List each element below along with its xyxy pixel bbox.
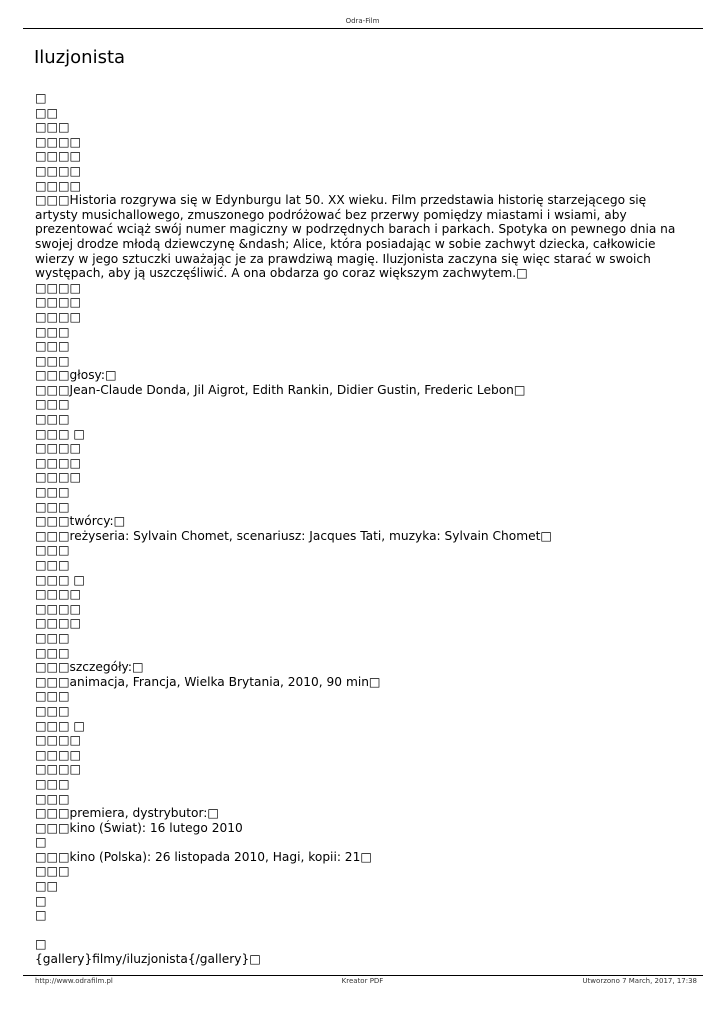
content-line: □□□ (35, 630, 70, 645)
content-line: □ (35, 893, 47, 908)
content-line: □□□□ (35, 309, 82, 324)
content-line: □□□□ (35, 163, 82, 178)
content-line: □ (35, 908, 47, 923)
footer-divider (23, 975, 703, 976)
article-body (35, 91, 685, 967)
footer-created-date: Utworzono 7 March, 2017, 17:38 (582, 977, 697, 985)
content-line: □□□ (35, 339, 70, 354)
content-line: □□ (35, 105, 59, 120)
content-line: □□□ (35, 120, 70, 135)
content-line: {gallery}filmy/iluzjonista{/gallery}□ (35, 952, 261, 967)
content-line: □□□Historia rozgrywa się w Edynburgu lat 50. XX wieku. Film przedstawia historię starzejącego się artysty musichallowego, zmuszonego podróżować bez przerwy pomiędzy miastami i wsiami, aby prezentować wciąż swój numer magiczny w podrzędnych barach i parkach. Spotyka on pewnego dnia na swojej drodze młodą dziewczynę &ndash; Alice, która posiadając w sobie zachwyt dziecka, całkowicie wierzy w jego sztuczki uważając je za prawdziwą magię. Iluzjonista zaczyna się więc starać w swoich występach, aby ją uszczęśliwić. A ona obdarza go coraz większym zachwytem.□ (35, 193, 676, 281)
content-line: □□□szczegóły:□ (35, 660, 144, 675)
content-line: □□□twórcy:□ (35, 514, 126, 529)
content-line: □□□□ (35, 280, 82, 295)
content-line: □□□ (35, 543, 70, 558)
content-line: □□□ (35, 703, 70, 718)
content-line: □□□□ (35, 149, 82, 164)
footer-generator: Kreator PDF (341, 977, 384, 985)
content-line: □□□premiera, dystrybutor:□ (35, 806, 219, 821)
content-line: □□□□ (35, 134, 82, 149)
content-line: □□□□ (35, 587, 82, 602)
content-line: □□□ (35, 645, 70, 660)
content-line: □□□ (35, 776, 70, 791)
content-line: □□□ (35, 412, 70, 427)
content-line: □□□□ (35, 762, 82, 777)
header-divider (23, 28, 703, 29)
content-line: □□□ □ (35, 572, 85, 587)
content-line: □□□□ (35, 455, 82, 470)
site-name: Odra-Film (345, 17, 380, 25)
content-line: □□□□ (35, 295, 82, 310)
content-line: □□□ (35, 499, 70, 514)
content-line: □ (35, 937, 47, 952)
content-line: □□□kino (Polska): 26 listopada 2010, Hagi, kopii: 21□ (35, 849, 372, 864)
blank-line (35, 923, 685, 938)
content-line: □□□□ (35, 470, 82, 485)
content-line: □□□ (35, 353, 70, 368)
content-line: □□□□ (35, 616, 82, 631)
content-line: □ (35, 91, 47, 105)
content-line: □□□ (35, 485, 70, 500)
content-line: □□□□ (35, 733, 82, 748)
content-line: □□□głosy:□ (35, 368, 117, 383)
content-line: □□□ (35, 689, 70, 704)
content-line: □□□□ (35, 601, 82, 616)
content-line: □□□ (35, 791, 70, 806)
content-line: □□□kino (Świat): 16 lutego 2010 (35, 820, 243, 835)
content-line: □□□animacja, Francja, Wielka Brytania, 2010, 90 min□ (35, 674, 381, 689)
content-line: □ (35, 835, 47, 850)
content-line: □□□Jean-Claude Donda, Jil Aigrot, Edith Rankin, Didier Gustin, Frederic Lebon□ (35, 382, 526, 397)
content-line: □□□□ (35, 441, 82, 456)
content-line: □□□ □ (35, 718, 85, 733)
content-line: □□□ (35, 864, 70, 879)
content-line: □□□□ (35, 178, 82, 193)
content-line: □□□ (35, 558, 70, 572)
content-line: □□□ □ (35, 426, 85, 441)
content-line: □□□reżyseria: Sylvain Chomet, scenariusz: Jacques Tati, muzyka: Sylvain Chomet□ (35, 528, 552, 543)
footer-url: http://www.odrafilm.pl (35, 977, 113, 985)
page-title: Iluzjonista (34, 47, 126, 69)
content-line: □□□□ (35, 747, 82, 762)
content-line: □□□ (35, 397, 70, 412)
content-line: □□ (35, 879, 59, 894)
content-line: □□□ (35, 324, 70, 339)
